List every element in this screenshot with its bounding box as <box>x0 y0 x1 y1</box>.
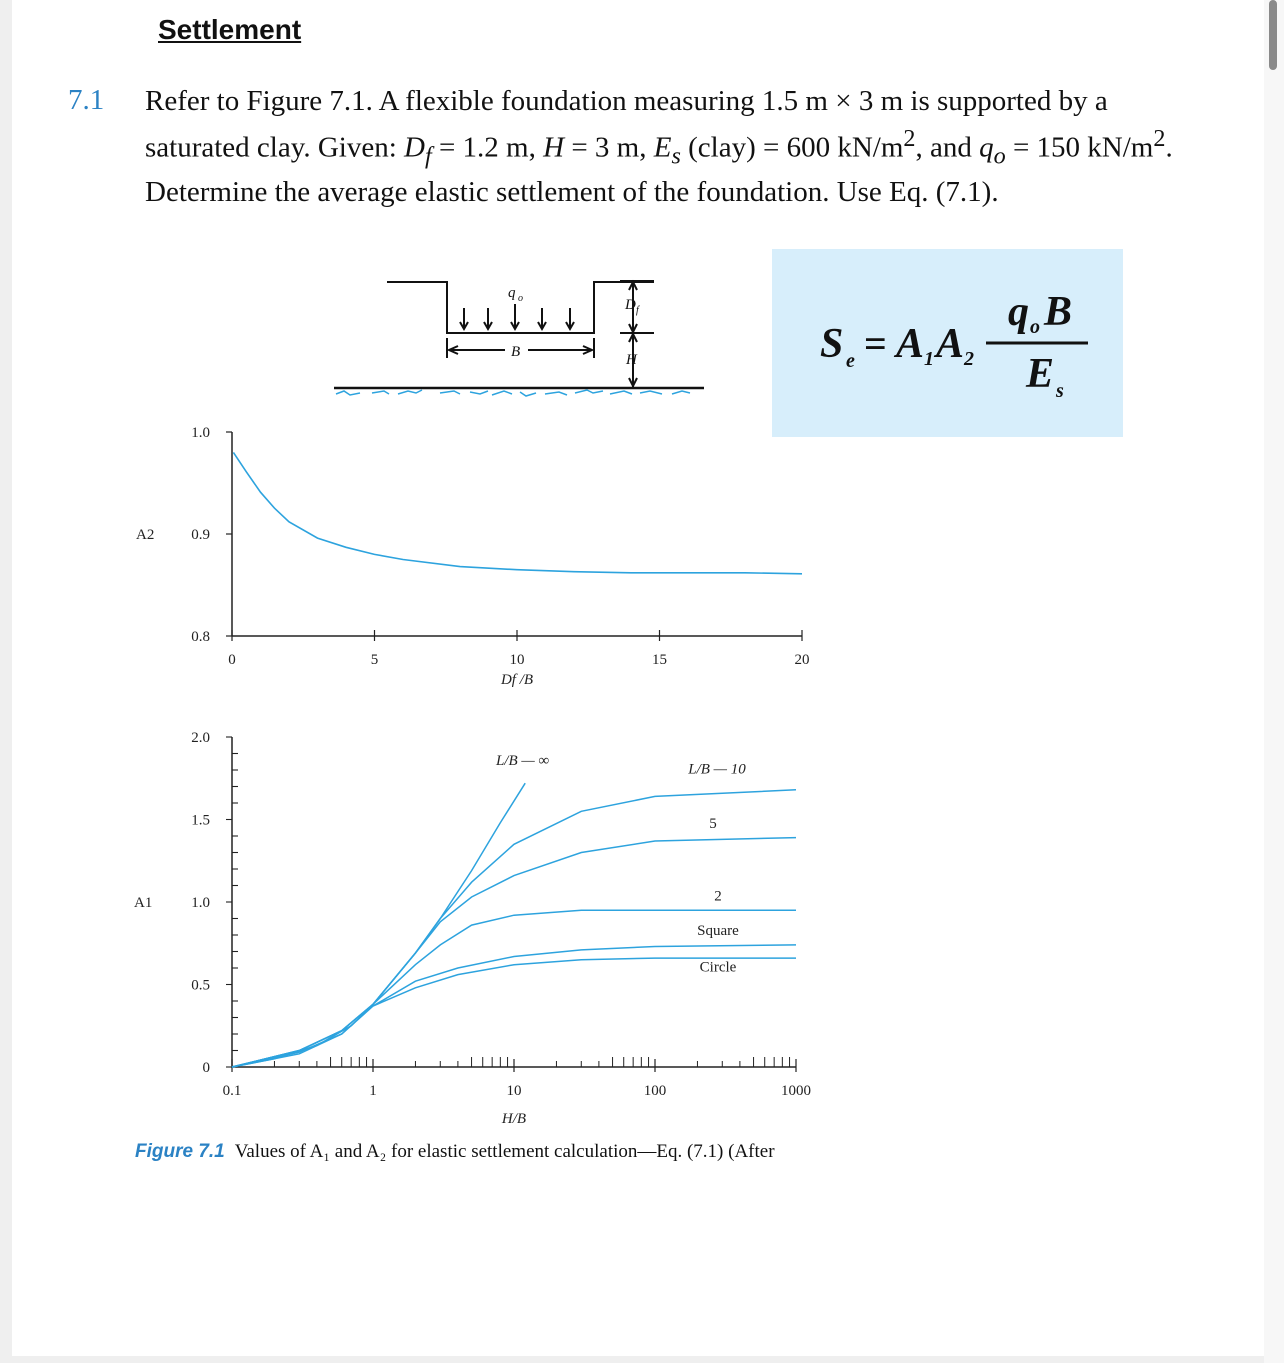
b-label: B <box>511 344 521 360</box>
problem-number: 7.1 <box>68 84 105 116</box>
es-symbol: E <box>653 131 672 164</box>
formula-den-e: E <box>1026 351 1055 397</box>
h-symbol: H <box>543 131 565 164</box>
caption-label: Figure 7.1 <box>135 1141 225 1162</box>
a1-x-tick-label: 10 <box>506 1083 522 1099</box>
caption-text: Values of A₁ and A₂ for elastic settlement calculation—Eq. (7.1) (After <box>234 1141 775 1162</box>
es-subscript: s <box>671 142 681 170</box>
a1-x-tick-label: 1000 <box>781 1083 811 1099</box>
a1-y-tick-label: 0.5 <box>191 977 210 994</box>
rock-hatch <box>336 390 690 396</box>
load-arrows <box>460 304 574 329</box>
df-subscript: f <box>424 142 432 170</box>
a1-y-tick-label: 0 <box>202 1060 210 1076</box>
formula-num-q: q <box>1008 289 1029 335</box>
q-symbol: q <box>979 131 994 164</box>
a2-y-tick-label: 0.9 <box>191 527 210 543</box>
a2-x-tick-label: 10 <box>509 652 525 668</box>
a2-x-tick-label: 20 <box>794 652 810 668</box>
a1-series-label: Circle <box>699 959 737 976</box>
a1-x-tick-label: 0.1 <box>222 1083 242 1099</box>
a2-curve <box>233 452 802 573</box>
a1-x-tick-label: 1 <box>369 1083 377 1099</box>
a1-y-tick-label: 1.5 <box>191 812 210 829</box>
superscript-2: 2 <box>903 125 916 152</box>
q-label-sub: o <box>518 293 523 304</box>
formula-a2-sub: 2 <box>964 348 974 370</box>
a1-y-axis-label: A1 <box>134 895 153 911</box>
formula-a1-sub: 1 <box>924 348 934 370</box>
formula-num-b: B <box>1044 289 1073 335</box>
a1-series-label: 2 <box>714 888 722 905</box>
df-label-sub: f <box>636 305 639 316</box>
superscript-2b: 2 <box>1153 125 1166 152</box>
df-symbol: D <box>404 131 425 164</box>
formula-lhs-sub: e <box>846 350 855 372</box>
chart-a2 <box>136 425 810 688</box>
q-label: q <box>508 285 516 301</box>
a2-x-tick-label: 0 <box>228 652 236 668</box>
formula-equals: = <box>864 321 887 366</box>
a1-x-axis-label: H/B <box>501 1111 527 1127</box>
a1-y-tick-label: 1.0 <box>191 895 210 911</box>
a1-curve <box>232 838 796 1067</box>
a2-x-tick-label: 5 <box>370 652 379 668</box>
a1-series-label: 5 <box>709 815 717 832</box>
df-label: D <box>625 297 636 313</box>
foundation-outline <box>387 282 654 333</box>
a1-series-label: L/B — 10 <box>688 761 746 778</box>
problem-text-a: Refer to Figure 7.1. A flexible foundation measuring 1.5 m × 3 m is supported by a saturated clay. Given: <box>145 85 1108 164</box>
formula-a1: A <box>896 321 925 367</box>
a1-y-tick-label: 2.0 <box>191 730 210 746</box>
a1-series-label: Square <box>697 923 739 939</box>
a2-y-tick-label: 0.8 <box>191 629 210 645</box>
problem-text-f: = 150 kN/m <box>1005 131 1154 164</box>
a1-x-tick-label: 100 <box>643 1083 667 1099</box>
problem-text-d: (clay) = 600 kN/m <box>680 131 904 164</box>
section-heading: Settlement <box>158 14 302 45</box>
problem-text-g: . Determine the average elastic settlement of the foundation. Use Eq. (7.1). <box>145 131 1173 209</box>
q-subscript: o <box>993 142 1006 170</box>
formula-a2: A <box>936 321 965 367</box>
formula-lhs: S <box>820 321 844 367</box>
figure-caption <box>135 1141 775 1163</box>
chart-a1 <box>134 730 811 1127</box>
a2-x-axis-label: Df /B <box>500 672 534 688</box>
formula-num-sub: o <box>1030 316 1040 338</box>
a1-series-label: L/B — ∞ <box>495 753 550 770</box>
a1-curve <box>232 783 525 1067</box>
a2-x-tick-label: 15 <box>652 652 667 668</box>
problem-text-e: , and <box>915 131 980 164</box>
a2-y-tick-label: 1.0 <box>191 425 210 441</box>
a2-y-axis-label: A2 <box>136 527 155 543</box>
h-label: H <box>626 352 637 368</box>
problem-text-b: = 1.2 m, <box>431 131 544 164</box>
problem-text-c: = 3 m, <box>564 131 654 164</box>
formula-den-sub: s <box>1056 380 1064 402</box>
